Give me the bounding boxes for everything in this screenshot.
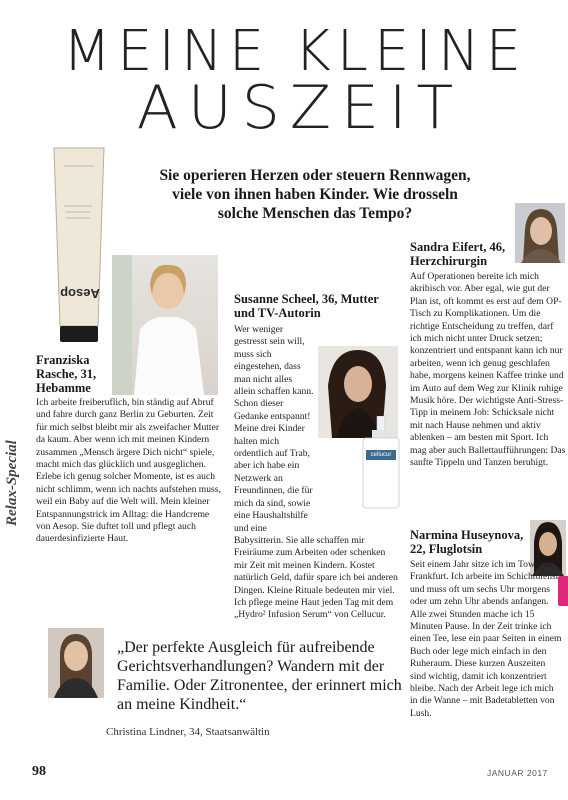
headline-line1: MEINE KLEINE (62, 19, 528, 84)
narmina-name: Narmina Huseynova, 22, Fluglotsin (410, 528, 524, 556)
pull-quote-author: Christina Lindner, 34, Staatsanwältin (106, 726, 270, 738)
pull-quote: „Der perfekte Ausgleich für aufreibende Gerichtsverhandlungen? Wandern mit der Familie. Oder Zitronentee, der erinnert mich an meine Kindheit.“ (117, 639, 402, 713)
page-edge-marker (558, 576, 568, 606)
franziska-text: Ich arbeite freiberuflich, bin ständig auf Abruf und fahre durch ganz Berlin zu Geburten. Zeit für mich selbst bleibt mir als zweifacher Mutter da kaum. Aber wenn ich mit meinen Kindern zusammen „Mensch ärgere Dich nicht“ spiele, macht mich das glücklich und ausgeglichen. Erlebe ich genug solcher Momente, ist es auch nicht schlimm, wenn ich nachts aufstehen muss, weil ein Baby auf die Welt will. Mein kleiner Entspannungstrick im Alltag: die Handcreme von Aesop. Sie duftet toll und pflegt auch dauerdesinfizierte Haut. (36, 397, 221, 545)
cellucur-serum-image (360, 416, 402, 510)
headline (60, 19, 530, 143)
aesop-tube-image (48, 146, 110, 344)
page-number: 98 (32, 764, 46, 779)
franziska-section (36, 353, 222, 546)
issue-label: JANUAR 2017 (487, 768, 548, 778)
cellucur-brand-label: cellucur (370, 452, 392, 458)
narmina-text: Seit einem Jahr sitze ich im Tower in Frankfurt. Ich arbeite im Schichtdienst und muss oft um sechs Uhr morgens oder um zehn Uhr abends anfangen. Alle zwei Stunden mache ich 15 Minuten Pause. In der Zeit trinke ich einen Tee, lese ein paar Seiten in einem Buch oder lege mich einfach in den Ruheraum. Diese kurzen Auszeiten sind wichtig, damit ich konzentriert bleibe. Nach der Arbeit lege ich mich in die Wanne – mit Badetabletten von Lush. (410, 559, 562, 719)
christina-photo (48, 628, 104, 698)
section-side-label: Relax-Special (4, 440, 20, 526)
susanne-text: Wer weniger gestresst sein will, muss sich eingestehen, dass man nicht alles allein schaffen kann. Schon dieser Gedanke entspannt! Meine drei Kinder halten mich ordentlich auf Trab, aber ich habe ein Netzwerk an Freundinnen, die für mich da sind, sowie eine Haushaltshilfe und eine Babysitterin. Sie alle schaffen mir Freiräume zum Arbeiten oder schenken mir Zeit mit meinen Kindern. Kostet natürlich Geld, dafür spare ich bei anderen Dingen. Kleine Rituale bedeuten mir viel. Ich pflege meine Haut jeden Tag mit dem „Hydro² Infusion Serum“ von Cellucur. (234, 324, 400, 622)
sandra-text: Auf Operationen bereite ich mich akribisch vor. Aber egal, wie gut der Plan ist, oft kommt es erst auf dem OP-Tisch zu Komplikationen. Um die richtige Entscheidung zu treffen, darf ich mich nicht unter Druck setzen; konzentriert und entspannt kann ich nur arbeiten, wenn ich genug geschlafen habe, morgens keinen Kaffee trinke und im Auto auf dem Weg zur Klinik ruhige Musik höre. Der wichtigste Anti-Stress-Tipp in meinem Job: Schicksale nicht mit nach Hause nehmen und aktiv ablenken – am besten mit Sport. Ich mag aber auch Ballettaufführungen: Das sanfte Tippeln und Tanzen beruhigt. (410, 271, 566, 469)
intro-text: Sie operieren Herzen oder steuern Rennwagen, viele von ihnen haben Kinder. Wie drosseln solche Menschen das Tempo? (159, 167, 471, 222)
aesop-brand-label: Aesop (60, 286, 100, 301)
susanne-name: Susanne Scheel, 36, Mutter und TV-Autorin (234, 292, 379, 320)
aesop-tube-graphic (48, 146, 110, 344)
narmina-section (410, 528, 562, 720)
sandra-name: Sandra Eifert, 46, Herzchirurgin (410, 240, 506, 268)
serum-bottle-graphic (360, 416, 402, 510)
christina-portrait (48, 628, 104, 698)
headline-line2: AUSZEIT (136, 73, 464, 143)
franziska-name: Franziska Rasche, 31, Hebamme (36, 353, 97, 395)
sandra-section (410, 240, 566, 470)
